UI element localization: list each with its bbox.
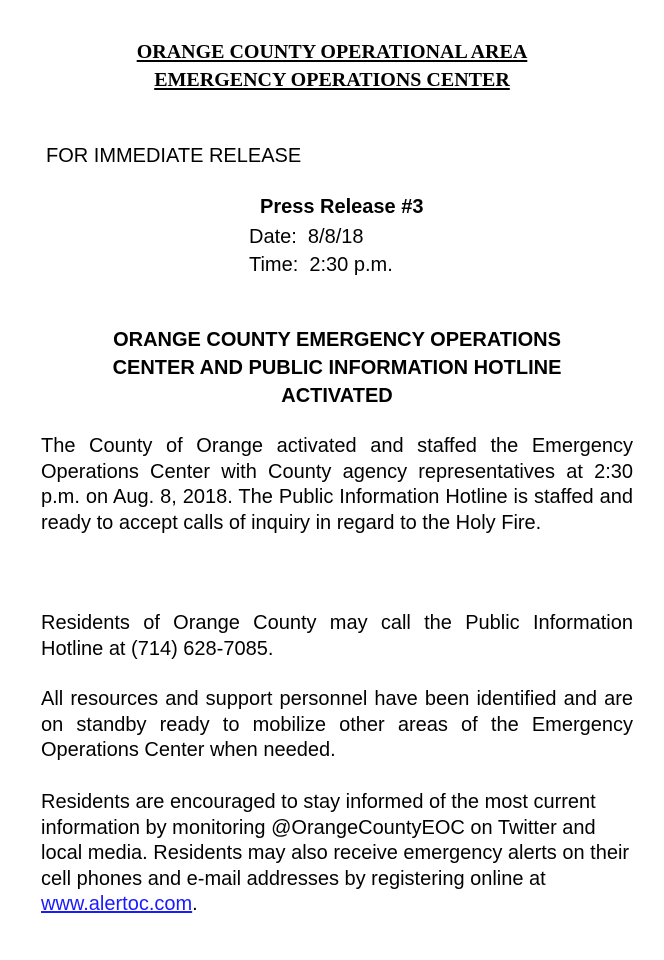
header-line-2: EMERGENCY OPERATIONS CENTER: [154, 69, 510, 91]
press-release-title: Press Release #3: [260, 196, 424, 218]
release-date: Date: 8/8/18: [249, 226, 364, 248]
subheading-line-1: ORANGE COUNTY EMERGENCY OPERATIONS: [113, 329, 561, 351]
paragraph-stay-informed-text: Residents are encouraged to stay informed of the most current information by monitoring @OrangeCountyEOC on Twitter and local media. Residents may also receive emergency alerts on their cell phones and e-mail addresses by registering online at: [41, 791, 630, 890]
subheading-line-2: CENTER AND PUBLIC INFORMATION HOTLINE: [112, 357, 562, 379]
header-line-1: ORANGE COUNTY OPERATIONAL AREA: [136, 41, 528, 63]
paragraph-hotline: Residents of Orange County may call the Public Information Hotline at (714) 628-7085.: [41, 612, 633, 660]
paragraph-end-period: .: [192, 893, 198, 915]
paragraph-activation: The County of Orange activated and staffed the Emergency Operations Center with County agency representatives at 2:30 p.m. on Aug. 8, 2018. The Public Information Hotline is staffed and ready to accept calls of inquiry in regard to the Holy Fire.: [41, 435, 633, 534]
alertoc-link[interactable]: www.alertoc.com: [41, 893, 193, 915]
release-label: FOR IMMEDIATE RELEASE: [46, 145, 302, 167]
release-time: Time: 2:30 p.m.: [249, 254, 393, 276]
paragraph-resources: All resources and support personnel have been identified and are on standby ready to mobilize other areas of the Emergency Operations Center when needed.: [41, 688, 633, 761]
paragraph-stay-informed: [41, 790, 633, 918]
release-subheading: [40, 326, 634, 410]
subheading-line-3: ACTIVATED: [281, 385, 393, 407]
document-header: [0, 38, 664, 94]
